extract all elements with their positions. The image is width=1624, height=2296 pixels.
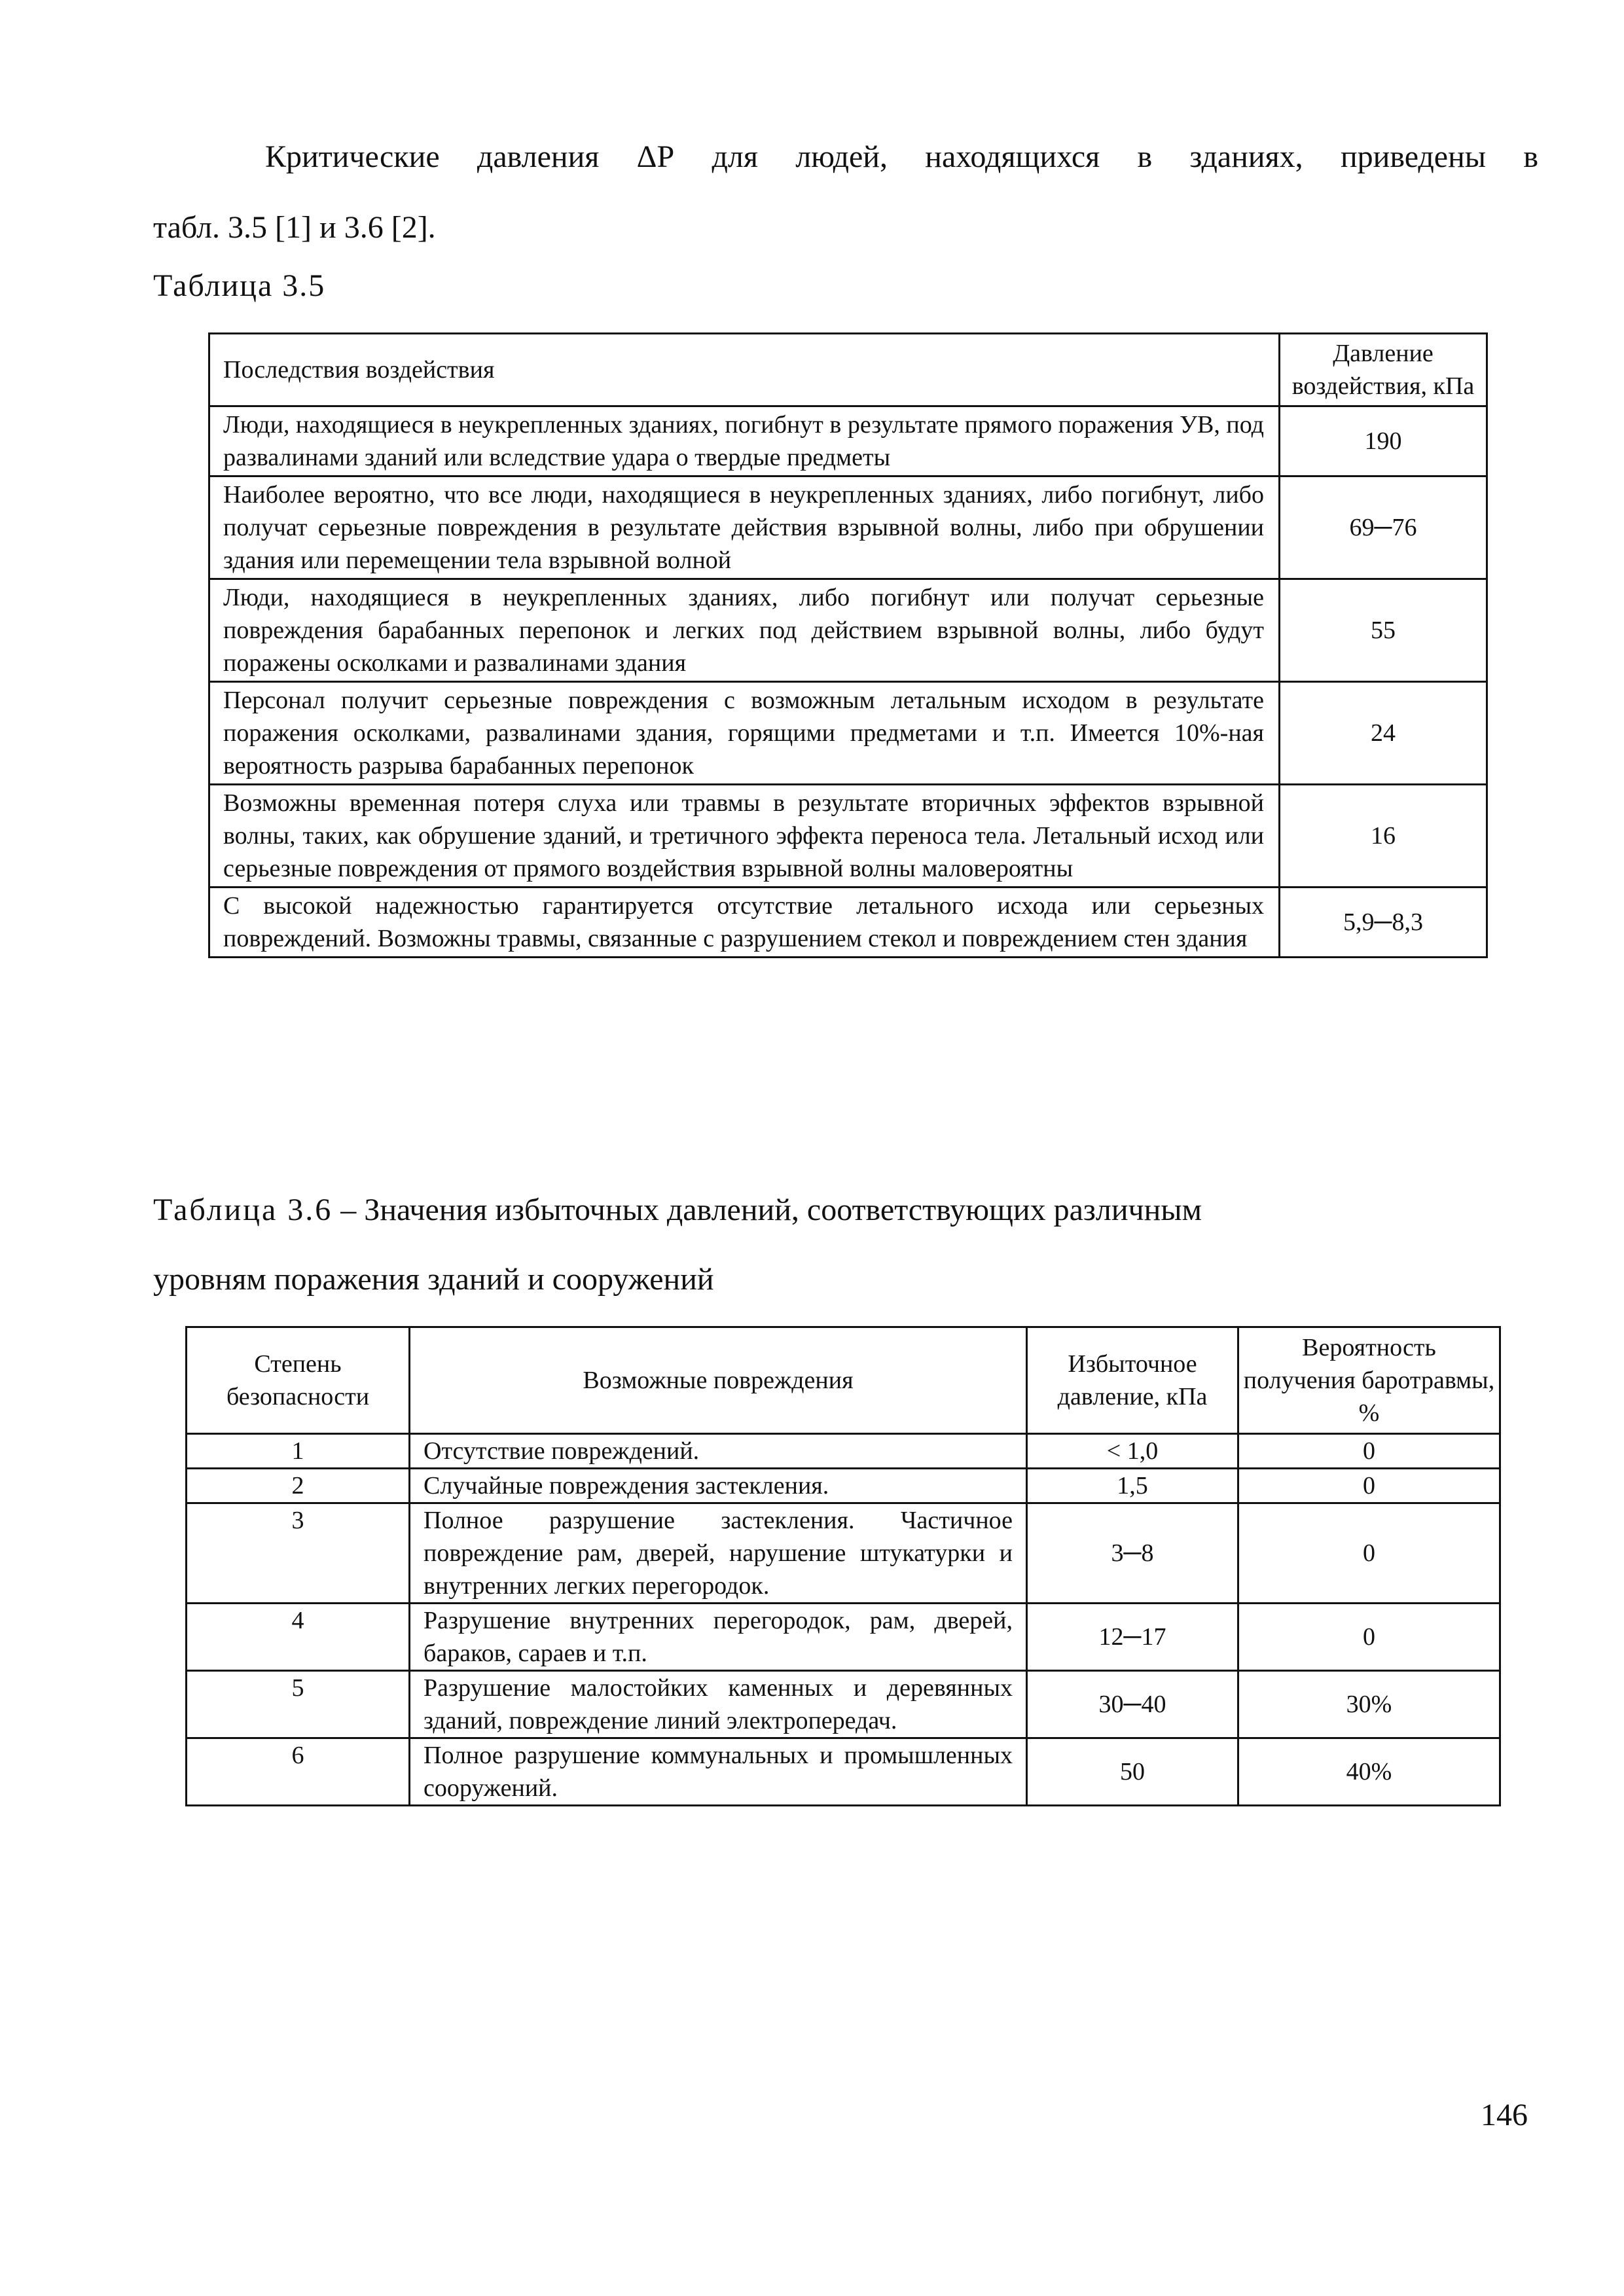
- table-row: [209, 785, 1487, 888]
- table-3-6-body: [187, 1434, 1500, 1806]
- header-overpressure: Избыточное давление, кПа: [1027, 1327, 1238, 1434]
- pressure-cell: 190: [1280, 406, 1487, 476]
- intro-paragraph: [153, 122, 1538, 263]
- table-3-6-caption-label: Таблица 3.6: [153, 1193, 333, 1227]
- probability-cell: 30%: [1238, 1671, 1500, 1738]
- effect-cell: Люди, находящиеся в неукрепленных зданиях, либо погибнут или получат серьезные повреждения барабанных перепонок и легких под действием взрывной волны, либо будут поражены осколками и развалинами здания: [209, 579, 1280, 682]
- table-row: [209, 476, 1487, 579]
- intro-line-1: Критические давления ΔР для людей, находящихся в зданиях, приведены в: [265, 139, 1538, 174]
- table-row: [187, 1738, 1500, 1806]
- damage-cell: Случайные повреждения застекления.: [410, 1469, 1027, 1503]
- table-3-6: [185, 1326, 1501, 1806]
- level-cell: 5: [187, 1671, 410, 1738]
- probability-cell: 0: [1238, 1469, 1500, 1503]
- probability-cell: 0: [1238, 1503, 1500, 1604]
- damage-cell: Полное разрушение застекления. Частичное повреждение рам, дверей, нарушение штукатурки и внутренних легких перегородок.: [410, 1503, 1027, 1604]
- level-cell: 1: [187, 1434, 410, 1469]
- pressure-cell: 55: [1280, 579, 1487, 682]
- damage-cell: Отсутствие повреждений.: [410, 1434, 1027, 1469]
- effect-cell: С высокой надежностью гарантируется отсутствие летального исхода или серьезных повреждений. Возможны травмы, связанные с разрушением стекол и повреждением стен здания: [209, 888, 1280, 958]
- table-row: [209, 682, 1487, 785]
- table-3-6-header-row: [187, 1327, 1500, 1434]
- table-3-5-header-row: [209, 334, 1487, 406]
- effect-cell: Наиболее вероятно, что все люди, находящиеся в неукрепленных зданиях, либо погибнут, либо получат серьезные повреждения в результате действия взрывной волны, либо при обрушении здания или перемещении тела взрывной волной: [209, 476, 1280, 579]
- damage-cell: Разрушение малостойких каменных и деревянных зданий, повреждение линий электропередач.: [410, 1671, 1027, 1738]
- overpressure-cell: 50: [1027, 1738, 1238, 1806]
- page-number: 146: [1481, 2098, 1528, 2132]
- table-row: [187, 1671, 1500, 1738]
- effect-cell: Персонал получит серьезные повреждения с возможным летальным исходом в результате поражения осколками, развалинами здания, горящими предметами и т.п. Имеется 10%-ная вероятность разрыва барабанных перепонок: [209, 682, 1280, 785]
- pressure-cell: 16: [1280, 785, 1487, 888]
- effect-cell: Возможны временная потеря слуха или травмы в результате вторичных эффектов взрывной волны, таких, как обрушение зданий, и третичного эффекта переноса тела. Летальный исход или серьезные повреждения от прямого воздействия взрывной волны маловероятны: [209, 785, 1280, 888]
- overpressure-cell: 3─8: [1027, 1503, 1238, 1604]
- probability-cell: 0: [1238, 1604, 1500, 1671]
- overpressure-cell: 12─17: [1027, 1604, 1238, 1671]
- overpressure-cell: < 1,0: [1027, 1434, 1238, 1469]
- probability-cell: 40%: [1238, 1738, 1500, 1806]
- header-effect: Последствия воздействия: [209, 334, 1280, 406]
- table-3-6-caption-text: – Значения избыточных давлений, соответствующих различным: [333, 1193, 1202, 1227]
- table-row: [187, 1503, 1500, 1604]
- level-cell: 4: [187, 1604, 410, 1671]
- table-3-5: [208, 332, 1488, 958]
- table-row: [187, 1469, 1500, 1503]
- header-damage: Возможные повреждения: [410, 1327, 1027, 1434]
- table-row: [187, 1604, 1500, 1671]
- overpressure-cell: 30─40: [1027, 1671, 1238, 1738]
- effect-cell: Люди, находящиеся в неукрепленных зданиях, погибнут в результате прямого поражения УВ, под развалинами зданий или вследствие удара о твердые предметы: [209, 406, 1280, 476]
- damage-cell: Разрушение внутренних перегородок, рам, дверей, бараков, сараев и т.п.: [410, 1604, 1027, 1671]
- header-pressure: Давление воздействия, кПа: [1280, 334, 1487, 406]
- table-row: [209, 579, 1487, 682]
- damage-cell: Полное разрушение коммунальных и промышленных сооружений.: [410, 1738, 1027, 1806]
- level-cell: 2: [187, 1469, 410, 1503]
- probability-cell: 0: [1238, 1434, 1500, 1469]
- level-cell: 6: [187, 1738, 410, 1806]
- table-3-6-caption-line-2: уровням поражения зданий и сооружений: [153, 1262, 714, 1297]
- table-row: [187, 1434, 1500, 1469]
- table-3-5-body: [209, 406, 1487, 958]
- header-level: Степень безопасности: [187, 1327, 410, 1434]
- header-probability: Вероятность получения баротравмы, %: [1238, 1327, 1500, 1434]
- table-3-5-caption: Таблица 3.5: [153, 268, 326, 303]
- pressure-cell: 5,9─8,3: [1280, 888, 1487, 958]
- table-row: [209, 406, 1487, 476]
- level-cell: 3: [187, 1503, 410, 1604]
- intro-line-2: табл. 3.5 [1] и 3.6 [2].: [153, 210, 436, 245]
- table-row: [209, 888, 1487, 958]
- table-3-6-caption-line-1: [153, 1192, 1202, 1228]
- overpressure-cell: 1,5: [1027, 1469, 1238, 1503]
- pressure-cell: 24: [1280, 682, 1487, 785]
- pressure-cell: 69─76: [1280, 476, 1487, 579]
